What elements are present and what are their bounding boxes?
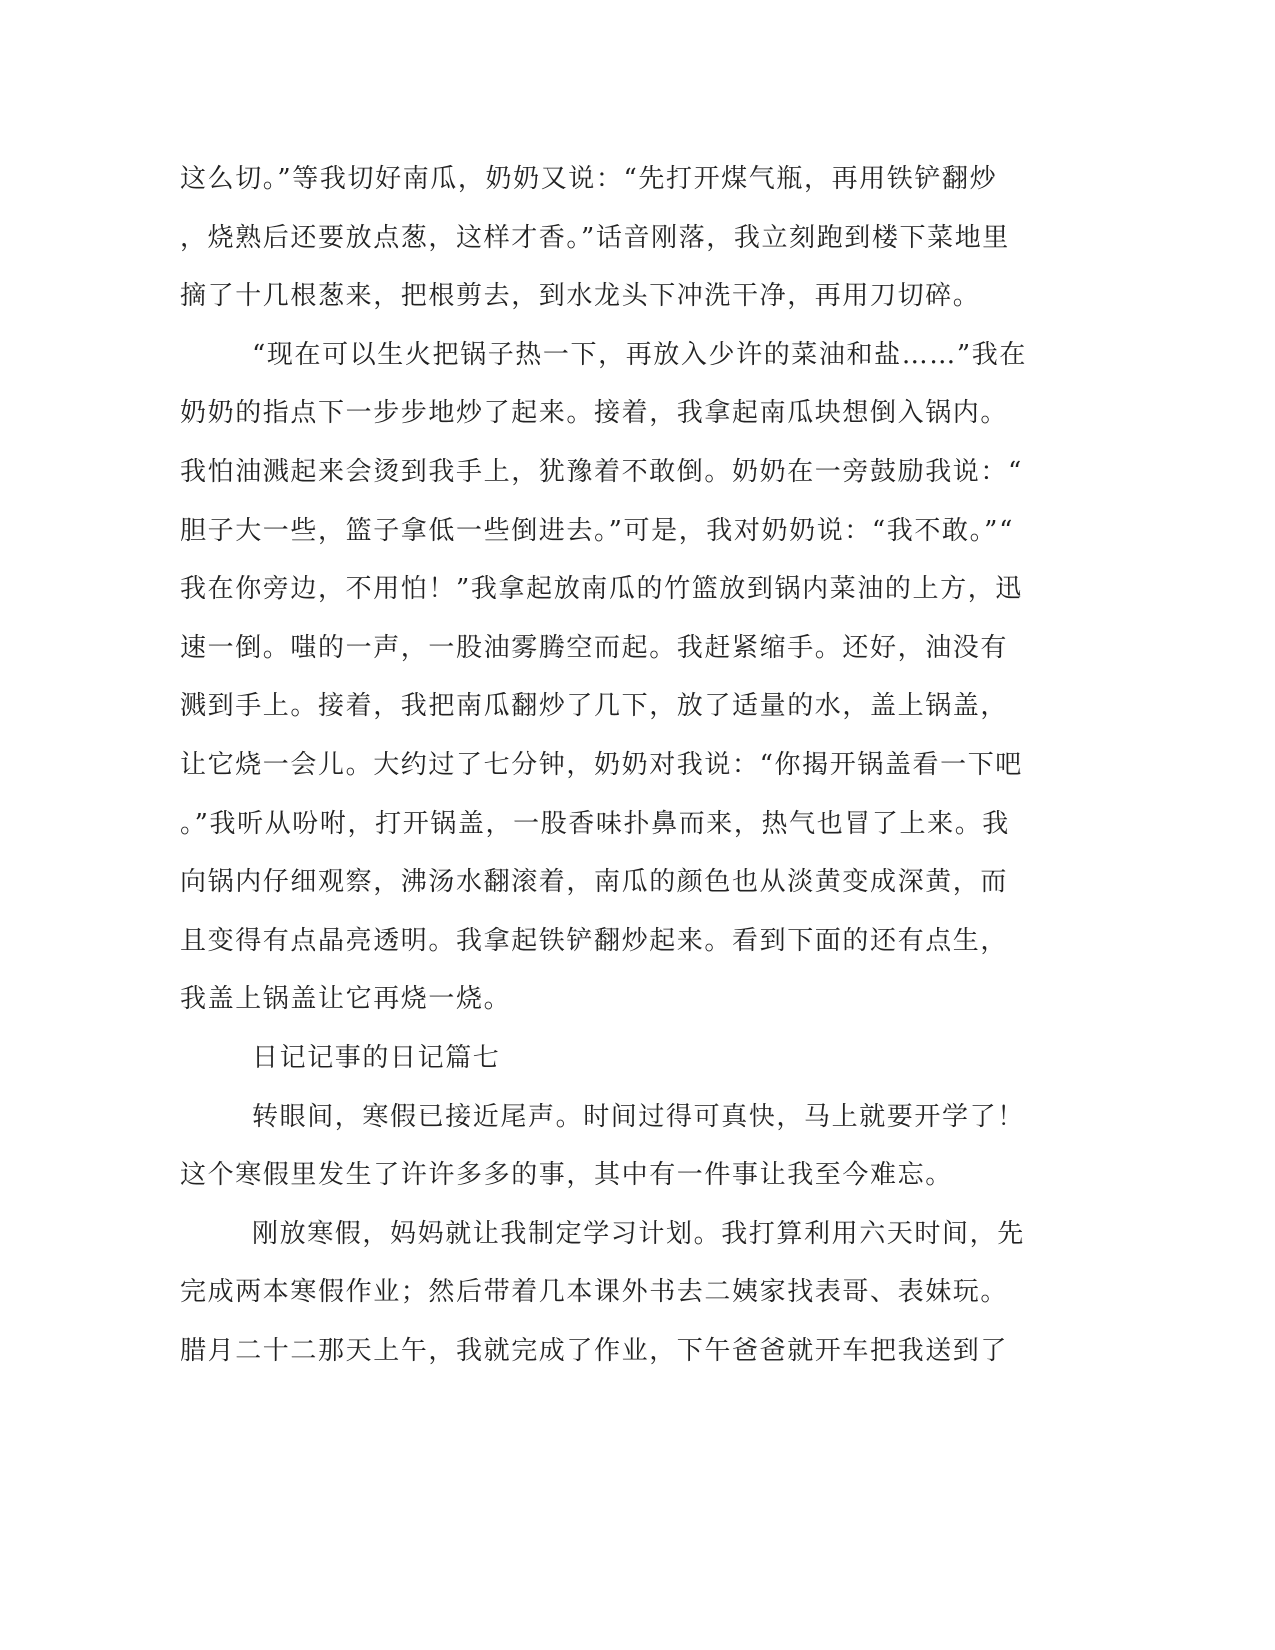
text-line: 我盖上锅盖让它再烧一烧。 <box>180 984 512 1015</box>
text-line: 胆子大一些，篮子拿低一些倒进去。”可是，我对奶奶说：“我不敢。”“ <box>180 515 1014 546</box>
text-line: 这么切。”等我切好南瓜，奶奶又说：“先打开煤气瓶，再用铁铲翻炒 <box>180 164 998 194</box>
text-line: ，烧熟后还要放点葱，这样才香。”话音刚落，我立刻跑到楼下菜地里 <box>180 222 1010 253</box>
text-line: “现在可以生火把锅子热一下，再放入少许的菜油和盐……”我在 <box>252 339 1027 370</box>
text-line: 腊月二十二那天上午，我就完成了作业，下午爸爸就开车把我送到了 <box>180 1335 1009 1366</box>
text-line: 。”我听从吩咐，打开锅盖，一股香味扑鼻而来，热气也冒了上来。我 <box>180 808 1010 839</box>
text-line: 向锅内仔细观察，沸汤水翻滚着，南瓜的颜色也从淡黄变成深黄，而 <box>180 867 1009 898</box>
text-line: 转眼间，寒假已接近尾声。时间过得可真快，马上就要开学了！ <box>252 1101 1025 1132</box>
text-line: 摘了十几根葱来，把根剪去，到水龙头下冲洗干净，再用刀切碎。 <box>180 281 981 312</box>
text-line: 我在你旁边，不用怕！”我拿起放南瓜的竹篮放到锅内菜油的上方，迅 <box>180 574 1023 605</box>
text-line: 我怕油溅起来会烫到我手上，犹豫着不敢倒。奶奶在一旁鼓励我说：“ <box>180 456 1023 487</box>
document-body <box>180 150 1040 1380</box>
text-line: 完成两本寒假作业；然后带着几本课外书去二姨家找表哥、表妹玩。 <box>180 1277 1009 1308</box>
text-line: 刚放寒假，妈妈就让我制定学习计划。我打算利用六天时间，先 <box>252 1218 1025 1249</box>
text-line: 让它烧一会儿。大约过了七分钟，奶奶对我说：“你揭开锅盖看一下吧 <box>180 749 1023 780</box>
text-line: 溅到手上。接着，我把南瓜翻炒了几下，放了适量的水，盖上锅盖， <box>180 691 1009 722</box>
text-line: 这个寒假里发生了许许多多的事，其中有一件事让我至今难忘。 <box>180 1160 953 1191</box>
text-line: 且变得有点晶亮透明。我拿起铁铲翻炒起来。看到下面的还有点生， <box>180 925 1009 956</box>
text-line: 速一倒。嗤的一声，一股油雾腾空而起。我赶紧缩手。还好，油没有 <box>180 632 1009 663</box>
text-line: 日记记事的日记篇七 <box>252 1042 501 1073</box>
text-line: 奶奶的指点下一步步地炒了起来。接着，我拿起南瓜块想倒入锅内。 <box>180 398 1009 429</box>
